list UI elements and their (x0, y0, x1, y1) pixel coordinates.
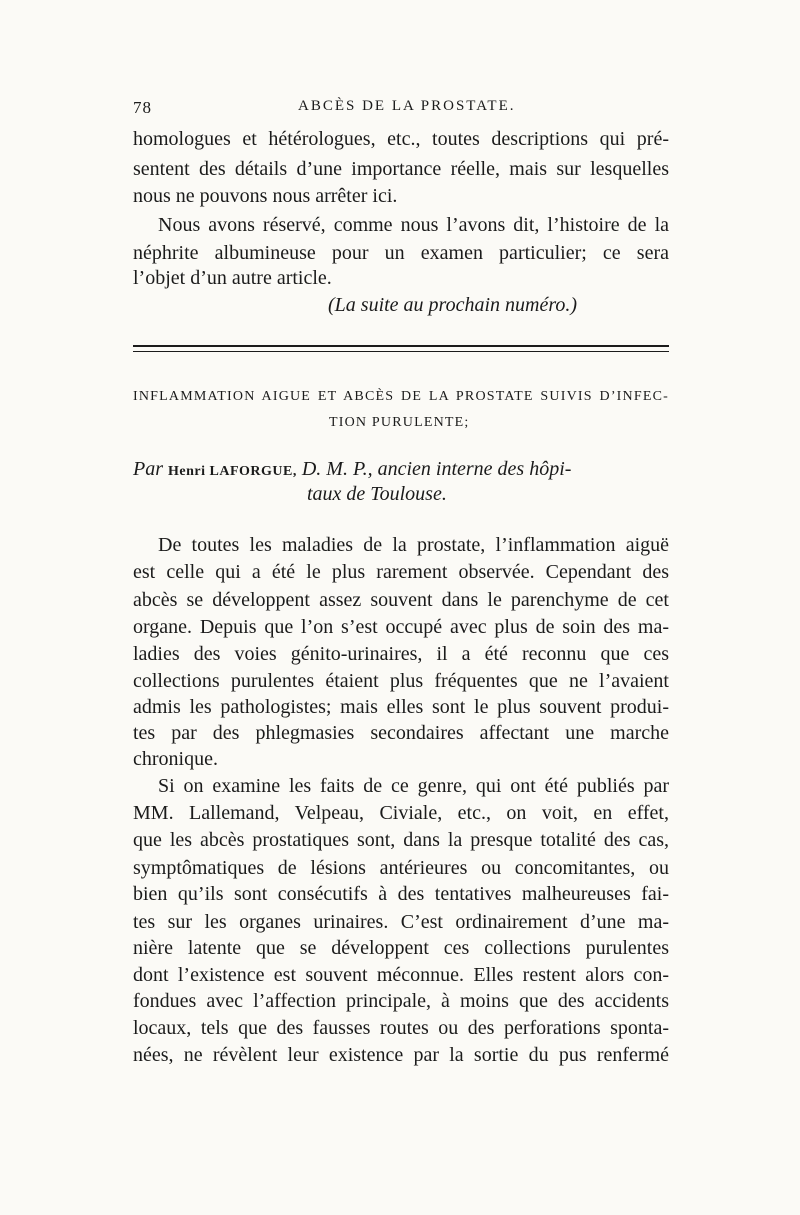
article-title-line-1: INFLAMMATION AIGUE ET ABCÈS DE LA PROSTATE SUIVIS D’INFEC- (133, 389, 669, 404)
text-line: homologues et hétérologues, etc., toutes descriptions qui pré- (133, 128, 669, 150)
text-line: organe. Depuis que l’on s’est occupé avec plus de soin des ma- (133, 616, 669, 638)
text-line: est celle qui a été le plus rarement observée. Cependant des (133, 561, 669, 583)
byline-par: Par (133, 458, 163, 480)
text-line: que les abcès prostatiques sont, dans la presque totalité des cas, (133, 829, 669, 851)
article-title-line-2: TION PURULENTE; (329, 415, 470, 430)
text-line: nées, ne révèlent leur existence par la sortie du pus renfermé (133, 1044, 669, 1066)
text-line: fondues avec l’affection principale, à moins que des accidents (133, 990, 669, 1012)
text-line: De toutes les maladies de la prostate, l’inflammation aiguë (158, 534, 669, 556)
text-line: collections purulentes étaient plus fréquentes que ne l’avaient (133, 670, 669, 692)
text-line: dont l’existence est souvent méconnue. Elles restent alors con- (133, 964, 669, 986)
to-be-continued-note: (La suite au prochain numéro.) (328, 294, 578, 316)
author-credentials: D. M. P., ancien interne des hôpi- (301, 458, 572, 480)
text-line: symptômatiques de lésions antérieures ou concomitantes, ou (133, 857, 669, 879)
byline-line-2: taux de Toulouse. (307, 483, 447, 505)
text-line: tes par des phlegmasies secondaires affectant une marche (133, 722, 669, 744)
page-number: 78 (133, 98, 152, 117)
text-line: admis les pathologistes; mais elles sont le plus souvent produi- (133, 696, 669, 718)
text-line: ladies des voies génito-urinaires, il a été reconnu que ces (133, 643, 669, 665)
section-divider-thin (133, 351, 669, 352)
text-line: bien qu’ils sont consécutifs à des tentatives malheureuses fai- (133, 883, 669, 905)
text-line: nière latente que se développent ces collections purulentes (133, 937, 669, 959)
running-title: ABCÈS DE LA PROSTATE. (298, 98, 516, 114)
text-line: MM. Lallemand, Velpeau, Civiale, etc., on voit, en effet, (133, 802, 669, 824)
text-line: Nous avons réservé, comme nous l’avons dit, l’histoire de la (158, 214, 669, 236)
text-line: sentent des détails d’une importance réelle, mais sur lesquelles (133, 158, 669, 180)
author-name: Henri LAFORGUE, (168, 464, 297, 479)
text-line: l’objet d’un autre article. (133, 267, 332, 289)
text-line: abcès se développent assez souvent dans le parenchyme de cet (133, 589, 669, 611)
section-divider (133, 345, 669, 347)
text-line: chronique. (133, 748, 218, 770)
text-line: tes sur les organes urinaires. C’est ordinairement d’une ma- (133, 911, 669, 933)
text-line: néphrite albumineuse pour un examen particulier; ce sera (133, 242, 669, 264)
text-line: Si on examine les faits de ce genre, qui ont été publiés par (158, 775, 669, 797)
text-line: nous ne pouvons nous arrêter ici. (133, 185, 398, 207)
text-line: locaux, tels que des fausses routes ou des perforations sponta- (133, 1017, 669, 1039)
